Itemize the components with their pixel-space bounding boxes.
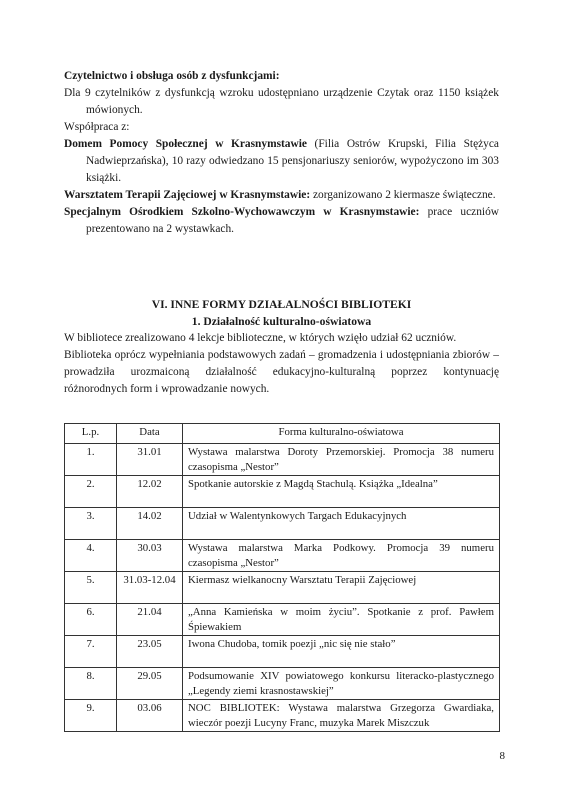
table-row bbox=[65, 700, 500, 732]
lp-cell: 6. bbox=[65, 604, 117, 636]
text-run: zorganizowano 2 kiermasze świąteczne. bbox=[310, 189, 496, 201]
form-cell: Spotkanie autorskie z Magdą Stachulą. Książka „Idealna” bbox=[183, 476, 500, 508]
lp-cell: 2. bbox=[65, 476, 117, 508]
date-cell: 30.03 bbox=[117, 540, 183, 572]
lp-cell: 7. bbox=[65, 636, 117, 668]
lp-cell: 3. bbox=[65, 508, 117, 540]
form-cell: Kiermasz wielkanocny Warsztatu Terapii Zajęciowej bbox=[183, 572, 500, 604]
lp-cell: 1. bbox=[65, 444, 117, 476]
table-row bbox=[65, 572, 500, 604]
form-cell: NOC BIBLIOTEK: Wystawa malarstwa Grzegorza Gwardiaka, wieczór poezji Lucyny Franc, muzyka Marek Miszczuk bbox=[183, 700, 500, 732]
date-cell: 14.02 bbox=[117, 508, 183, 540]
text-run: (Filia Ostrów Krupski, Filia Stężyca Nadwieprzańska), 10 razy odwiedzano 15 pensjonariuszy seniorów, wypożyczono im 303 książki. bbox=[86, 138, 499, 184]
subheading: 1. Działalność kulturalno-oświatowa bbox=[191, 315, 372, 328]
column-header: Forma kulturalno-oświatowa bbox=[183, 424, 500, 444]
date-cell: 03.06 bbox=[117, 700, 183, 732]
paragraph: W bibliotece zrealizowano 4 lekcje biblioteczne, w których wzięło udział 62 uczniów. bbox=[64, 332, 457, 344]
date-cell: 29.05 bbox=[117, 668, 183, 700]
table-row bbox=[65, 604, 500, 636]
paragraph: Współpraca z: bbox=[64, 121, 130, 133]
table-header-row bbox=[65, 424, 500, 444]
chapter-heading: VI. INNE FORMY DZIAŁALNOŚCI BIBLIOTEKI bbox=[151, 298, 412, 311]
form-cell: Wystawa malarstwa Marka Podkowy. Promocja 39 numeru czasopisma „Nestor” bbox=[183, 540, 500, 572]
other-forms-section bbox=[64, 296, 499, 398]
disability-section bbox=[64, 68, 499, 238]
paragraph bbox=[64, 187, 499, 204]
activities-table bbox=[64, 423, 500, 732]
form-cell: „Anna Kamieńska w moim życiu”. Spotkanie z prof. Pawłem Śpiewakiem bbox=[183, 604, 500, 636]
lp-cell: 4. bbox=[65, 540, 117, 572]
column-header: Data bbox=[117, 424, 183, 444]
column-header: L.p. bbox=[65, 424, 117, 444]
lp-cell: 9. bbox=[65, 700, 117, 732]
date-cell: 31.01 bbox=[117, 444, 183, 476]
paragraph bbox=[64, 136, 499, 187]
table-row bbox=[65, 540, 500, 572]
paragraph: Dla 9 czytelników z dysfunkcją wzroku udostępniano urządzenie Czytak oraz 1150 książek mówionych. bbox=[64, 87, 499, 116]
bold-phrase: Domem Pomocy Społecznej w Krasnymstawie bbox=[64, 138, 307, 150]
date-cell: 23.05 bbox=[117, 636, 183, 668]
paragraph: Biblioteka oprócz wypełniania podstawowych zadań – gromadzenia i udostępniania zbiorów – prowadziła urozmaiconą działalność edukacyjno-kulturalną poprzez kontynuację różnorodnych form i wprowadzanie nowych. bbox=[64, 349, 499, 395]
table-row bbox=[65, 508, 500, 540]
paragraph bbox=[64, 204, 499, 238]
date-cell: 21.04 bbox=[117, 604, 183, 636]
date-cell: 31.03-12.04 bbox=[117, 572, 183, 604]
lp-cell: 8. bbox=[65, 668, 117, 700]
table-row bbox=[65, 444, 500, 476]
bold-phrase: Warsztatem Terapii Zajęciowej w Krasnymstawie: bbox=[64, 189, 311, 201]
form-cell: Udział w Walentynkowych Targach Edukacyjnych bbox=[183, 508, 500, 540]
table-row bbox=[65, 636, 500, 668]
form-cell: Iwona Chudoba, tomik poezji „nic się nie stało” bbox=[183, 636, 500, 668]
date-cell: 12.02 bbox=[117, 476, 183, 508]
section-heading: Czytelnictwo i obsługa osób z dysfunkcjami: bbox=[64, 70, 280, 82]
page-number: 8 bbox=[499, 750, 505, 762]
table-row bbox=[65, 668, 500, 700]
text-run: prace uczniów prezentowano na 2 wystawkach. bbox=[86, 206, 499, 235]
table-row bbox=[65, 476, 500, 508]
bold-phrase: Specjalnym Ośrodkiem Szkolno-Wychowawczym w Krasnymstawie: bbox=[64, 206, 420, 218]
form-cell: Wystawa malarstwa Doroty Przemorskiej. Promocja 38 numeru czasopisma „Nestor” bbox=[183, 444, 500, 476]
lp-cell: 5. bbox=[65, 572, 117, 604]
form-cell: Podsumowanie XIV powiatowego konkursu literacko-plastycznego „Legendy ziemi krasnostawskiej” bbox=[183, 668, 500, 700]
